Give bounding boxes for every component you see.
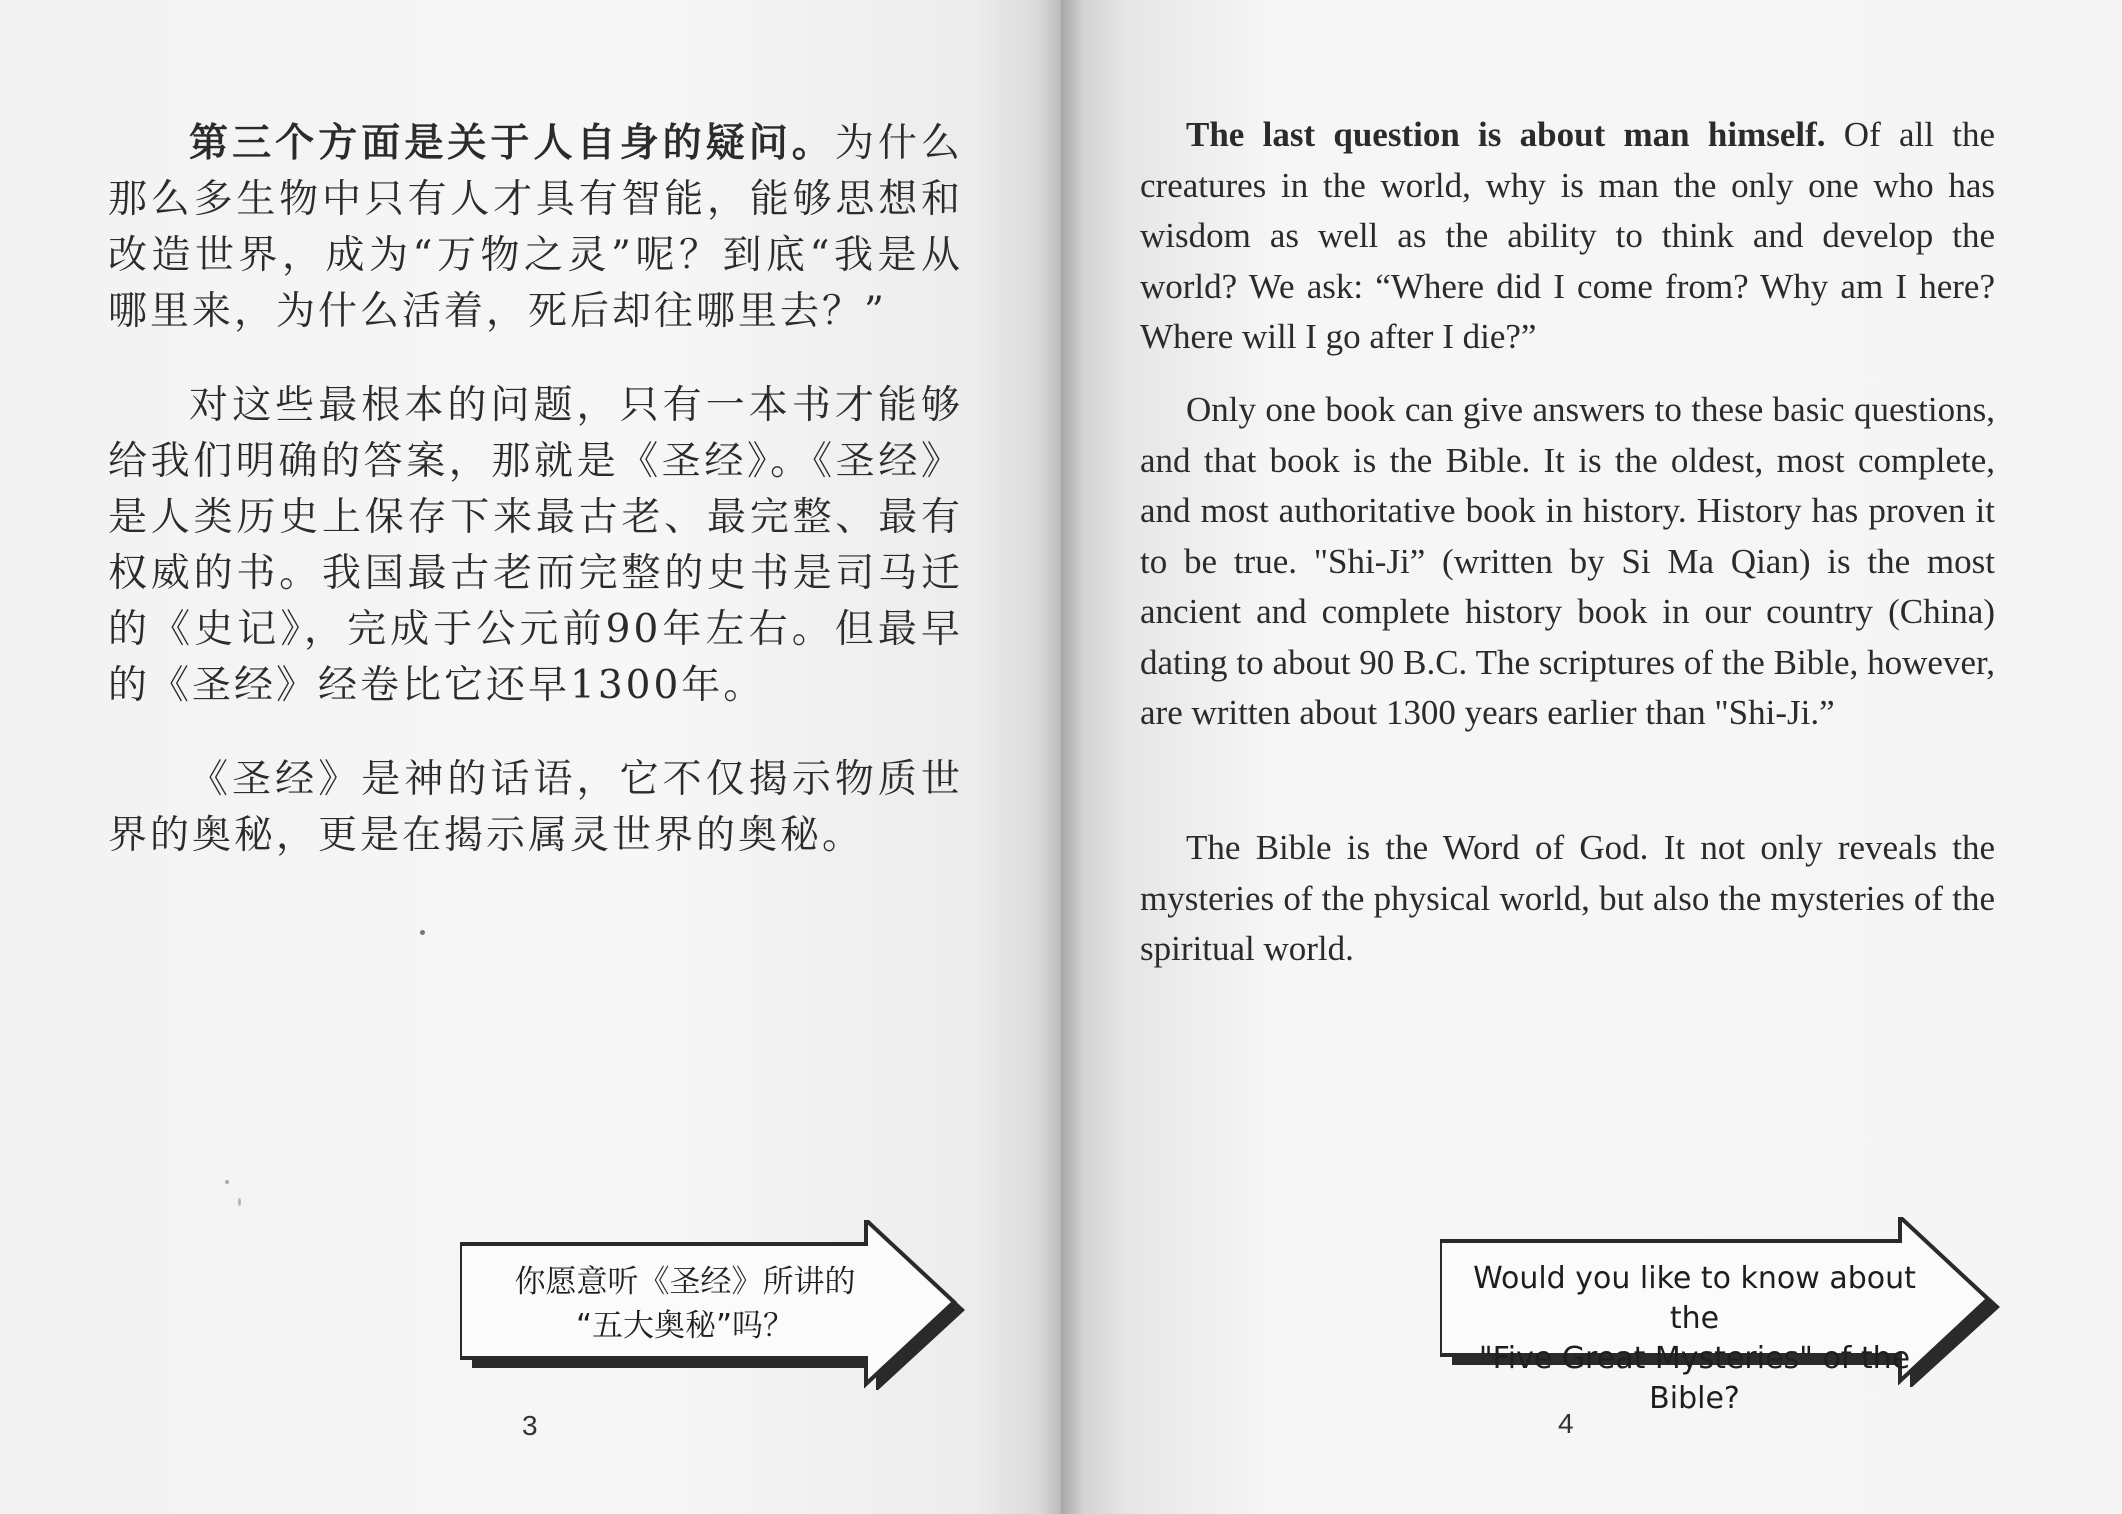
zh-paragraph-1-bold: 第三个方面是关于人自身的疑问。 bbox=[188, 120, 835, 166]
en-paragraph-3 bbox=[1140, 823, 1995, 975]
en-paragraph-2-text: Only one book can give answers to these basic questions, and that book is the Bible. It is the oldest, most complete, and most authoritative book in history. History has proven it to be true. "Shi-Ji” (written by Si Ma Qian) is the most ancient and complete history book in our country (China) dating to about 90 B.C. The scriptures of the Bible, however, are written about 1300 years earlier than "Shi-Ji.” bbox=[1140, 390, 1995, 732]
paper-speck bbox=[238, 1198, 241, 1206]
paper-speck bbox=[420, 930, 425, 935]
en-callout-line-2: "Five Great Mysteries" of the Bible? bbox=[1478, 1341, 1911, 1416]
en-callout-line-1: Would you like to know about the bbox=[1473, 1261, 1916, 1336]
en-callout-arrow bbox=[1440, 1217, 2005, 1416]
en-callout-text bbox=[1462, 1259, 1927, 1419]
zh-paragraph-2 bbox=[108, 378, 963, 714]
en-paragraph-1-bold: The last question is about man himself. bbox=[1186, 115, 1826, 154]
zh-paragraph-1 bbox=[108, 115, 963, 340]
paper-speck bbox=[225, 1180, 229, 1184]
zh-paragraph-3-text: 《圣经》是神的话语，它不仅揭示物质世界的奥秘，更是在揭示属灵世界的奥秘。 bbox=[108, 757, 963, 858]
zh-paragraph-3 bbox=[108, 752, 963, 864]
book-gutter bbox=[1038, 0, 1084, 1514]
page-number-left: 3 bbox=[522, 1410, 538, 1441]
zh-callout-line-1: 你愿意听《圣经》所讲的 bbox=[514, 1264, 856, 1300]
en-paragraph-2 bbox=[1140, 385, 1995, 739]
zh-callout-arrow bbox=[460, 1220, 970, 1390]
zh-paragraph-2-text: 对这些最根本的问题，只有一本书才能够给我们明确的答案，那就是《圣经》。《圣经》是人类历史上保存下来最古老、最完整、最有权威的书。我国最古老而完整的史书是司马迁的《史记》，完成于公元前90年左右。但最早的《圣经》经卷比它还早1300年。 bbox=[108, 383, 963, 708]
zh-callout-text bbox=[480, 1260, 890, 1348]
zh-paragraph-1-text: 为什么那么多生物中只有人才具有智能，能够思想和改造世界，成为“万物之灵”呢？到底“我是从哪里来，为什么活着，死后却往哪里去？” bbox=[108, 121, 963, 334]
page-number-right: 4 bbox=[1558, 1408, 1574, 1439]
en-paragraph-1-text: Of all the creatures in the world, why is man the only one who has wisdom as well as the ability to think and develop the world? We ask: “Where did I come from? Why am I here? Where will I go after I die?” bbox=[1140, 115, 1995, 356]
en-paragraph-3-text: The Bible is the Word of God. It not only reveals the mysteries of the physical world, but also the mysteries of the spiritual world. bbox=[1140, 828, 1995, 968]
zh-callout-line-2: “五大奥秘”吗？ bbox=[575, 1308, 795, 1344]
en-paragraph-1 bbox=[1140, 110, 1995, 363]
